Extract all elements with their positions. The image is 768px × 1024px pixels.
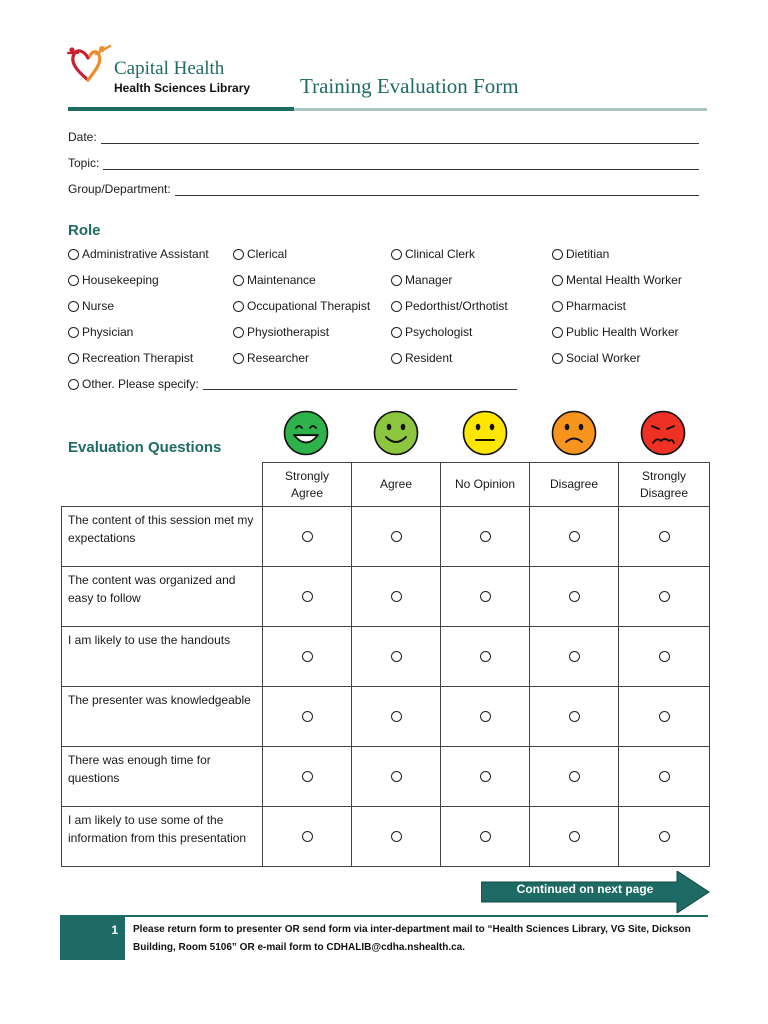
option-cell[interactable] [619,567,710,627]
radio-button[interactable] [569,711,580,722]
footer-instructions: Please return form to presenter OR send form via inter-department mail to “Health Sciences Library, VG Site, Dickson Building, Room 5106” OR e-mail form to CDHALIB@cdha.nshealth.ca. [133,924,691,953]
radio-button[interactable] [391,301,402,312]
table-header-row [62,463,710,507]
radio-button[interactable] [391,711,402,722]
radio-button[interactable] [391,531,402,542]
option-cell[interactable] [263,507,352,567]
option-cell[interactable] [619,747,710,807]
header-rule-light [294,108,707,111]
option-cell[interactable] [441,807,530,867]
header-no-opinion: No Opinion [441,463,530,507]
radio-button[interactable] [552,249,563,260]
role-option[interactable] [233,351,309,365]
option-cell[interactable] [263,747,352,807]
topic-line[interactable] [103,158,699,170]
option-cell[interactable] [352,687,441,747]
radio-button[interactable] [480,531,491,542]
radio-button[interactable] [659,651,670,662]
role-option[interactable] [68,273,159,287]
option-cell[interactable] [530,567,619,627]
radio-button[interactable] [302,591,313,602]
radio-button[interactable] [569,531,580,542]
role-label: Public Health Worker [566,325,679,339]
option-cell[interactable] [619,627,710,687]
group-department-label: Group/Department: [68,182,171,196]
role-option[interactable] [552,273,682,287]
role-label: Psychologist [405,325,473,339]
page-number: 1 [111,923,118,937]
role-option[interactable] [233,299,370,313]
other-specify-line[interactable] [203,379,517,390]
radio-button[interactable] [233,275,244,286]
question-text: The content was organized and easy to follow [62,567,263,627]
happy-face-icon [373,410,419,456]
radio-button[interactable] [391,651,402,662]
role-option[interactable] [552,351,640,365]
question-text: I am likely to use some of the information from this presentation [62,807,263,867]
radio-button[interactable] [391,275,402,286]
question-text: The content of this session met my expectations [62,507,263,567]
radio-button[interactable] [391,831,402,842]
role-label: Mental Health Worker [566,273,682,287]
continued-on-next-page: Continued on next page [516,882,654,896]
role-option[interactable] [68,351,193,365]
option-cell[interactable] [619,687,710,747]
evaluation-section-title: Evaluation Questions [68,439,222,456]
table-row [62,807,710,867]
radio-button[interactable] [569,831,580,842]
radio-button[interactable] [552,301,563,312]
radio-button[interactable] [659,711,670,722]
radio-button[interactable] [68,379,79,390]
header-rule [68,107,294,111]
question-text: I am likely to use the handouts [62,627,263,687]
form-title: Training Evaluation Form [300,74,519,98]
role-option[interactable] [391,351,452,365]
option-cell[interactable] [352,507,441,567]
question-text: The presenter was knowledgeable [62,687,263,747]
option-cell[interactable] [352,747,441,807]
evaluation-table [61,462,710,867]
table-corner [62,463,263,507]
radio-button[interactable] [233,301,244,312]
role-option[interactable] [552,299,626,313]
radio-button[interactable] [302,651,313,662]
role-option-other[interactable] [68,377,517,391]
radio-button[interactable] [480,591,491,602]
topic-label: Topic: [68,156,100,170]
role-option[interactable] [233,325,329,339]
option-cell[interactable] [263,567,352,627]
role-label: Social Worker [566,351,641,365]
table-row [62,687,710,747]
role-label: Clinical Clerk [405,247,476,261]
org-subtitle: Health Sciences Library [114,81,251,95]
role-label: Resident [405,351,453,365]
option-cell[interactable] [530,627,619,687]
role-option[interactable] [552,247,609,261]
option-cell[interactable] [352,567,441,627]
role-option[interactable] [552,325,679,339]
radio-button[interactable] [391,353,402,364]
radio-button[interactable] [68,327,79,338]
radio-button[interactable] [552,327,563,338]
option-cell[interactable] [263,687,352,747]
role-label: Pharmacist [566,299,627,313]
group-department-line[interactable] [175,184,699,196]
radio-button[interactable] [569,651,580,662]
header-disagree: Disagree [530,463,619,507]
role-label: Occupational Therapist [247,299,371,313]
radio-button[interactable] [302,831,313,842]
option-cell[interactable] [441,507,530,567]
role-label: Physiotherapist [247,325,330,339]
radio-button[interactable] [68,301,79,312]
radio-button[interactable] [302,771,313,782]
radio-button[interactable] [68,275,79,286]
radio-button[interactable] [552,353,563,364]
very-happy-face-icon [283,410,329,456]
role-label: Researcher [247,351,310,365]
radio-button[interactable] [480,711,491,722]
radio-button[interactable] [391,591,402,602]
option-cell[interactable] [619,807,710,867]
radio-button[interactable] [68,353,79,364]
table-row [62,507,710,567]
radio-button[interactable] [569,591,580,602]
role-option[interactable] [233,247,287,261]
radio-button[interactable] [480,651,491,662]
role-option[interactable] [68,325,133,339]
radio-button[interactable] [302,531,313,542]
group-department-field[interactable] [68,182,699,196]
role-option[interactable] [233,273,316,287]
option-cell[interactable] [530,807,619,867]
header-strongly-disagree: Strongly Disagree [619,463,710,507]
radio-button[interactable] [68,249,79,260]
option-cell[interactable] [441,687,530,747]
role-label: Manager [405,273,453,287]
other-label: Other. Please specify: [82,377,199,391]
role-option[interactable] [391,325,472,339]
question-text: There was enough time for questions [62,747,263,807]
role-option[interactable] [391,247,475,261]
date-line[interactable] [101,132,699,144]
option-cell[interactable] [441,747,530,807]
radio-button[interactable] [233,249,244,260]
option-cell[interactable] [263,807,352,867]
very-sad-face-icon [640,410,686,456]
org-name: Capital Health [114,58,225,79]
radio-button[interactable] [480,831,491,842]
radio-button[interactable] [569,771,580,782]
role-label: Administrative Assistant [82,247,209,261]
option-cell[interactable] [441,567,530,627]
table-row [62,627,710,687]
capital-health-logo [66,44,296,100]
role-section-title: Role [68,222,101,239]
option-cell[interactable] [263,627,352,687]
role-option[interactable] [391,299,508,313]
radio-button[interactable] [391,249,402,260]
radio-button[interactable] [552,275,563,286]
option-cell[interactable] [352,627,441,687]
table-row [62,567,710,627]
radio-button[interactable] [659,771,670,782]
header-agree: Agree [352,463,441,507]
table-row [62,747,710,807]
role-label: Dietitian [566,247,610,261]
heart-figure-icon [66,44,112,84]
option-cell[interactable] [441,627,530,687]
option-cell[interactable] [530,687,619,747]
sad-face-icon [551,410,597,456]
role-label: Maintenance [247,273,316,287]
radio-button[interactable] [233,353,244,364]
role-option[interactable] [391,273,452,287]
radio-button[interactable] [659,831,670,842]
radio-button[interactable] [480,771,491,782]
radio-button[interactable] [233,327,244,338]
radio-button[interactable] [659,591,670,602]
radio-button[interactable] [302,711,313,722]
option-cell[interactable] [352,807,441,867]
option-cell[interactable] [619,507,710,567]
date-field[interactable] [68,130,699,144]
radio-button[interactable] [391,327,402,338]
footer-rule [60,915,708,917]
role-label: Physician [82,325,134,339]
role-option[interactable] [68,299,114,313]
topic-field[interactable] [68,156,699,170]
role-label: Clerical [247,247,288,261]
radio-button[interactable] [659,531,670,542]
role-label: Housekeeping [82,273,159,287]
radio-button[interactable] [391,771,402,782]
header-strongly-agree: Strongly Agree [263,463,352,507]
neutral-face-icon [462,410,508,456]
role-label: Nurse [82,299,115,313]
role-label: Pedorthist/Orthotist [405,299,508,313]
role-option[interactable] [68,247,209,261]
date-label: Date: [68,130,97,144]
option-cell[interactable] [530,747,619,807]
option-cell[interactable] [530,507,619,567]
role-label: Recreation Therapist [82,351,194,365]
